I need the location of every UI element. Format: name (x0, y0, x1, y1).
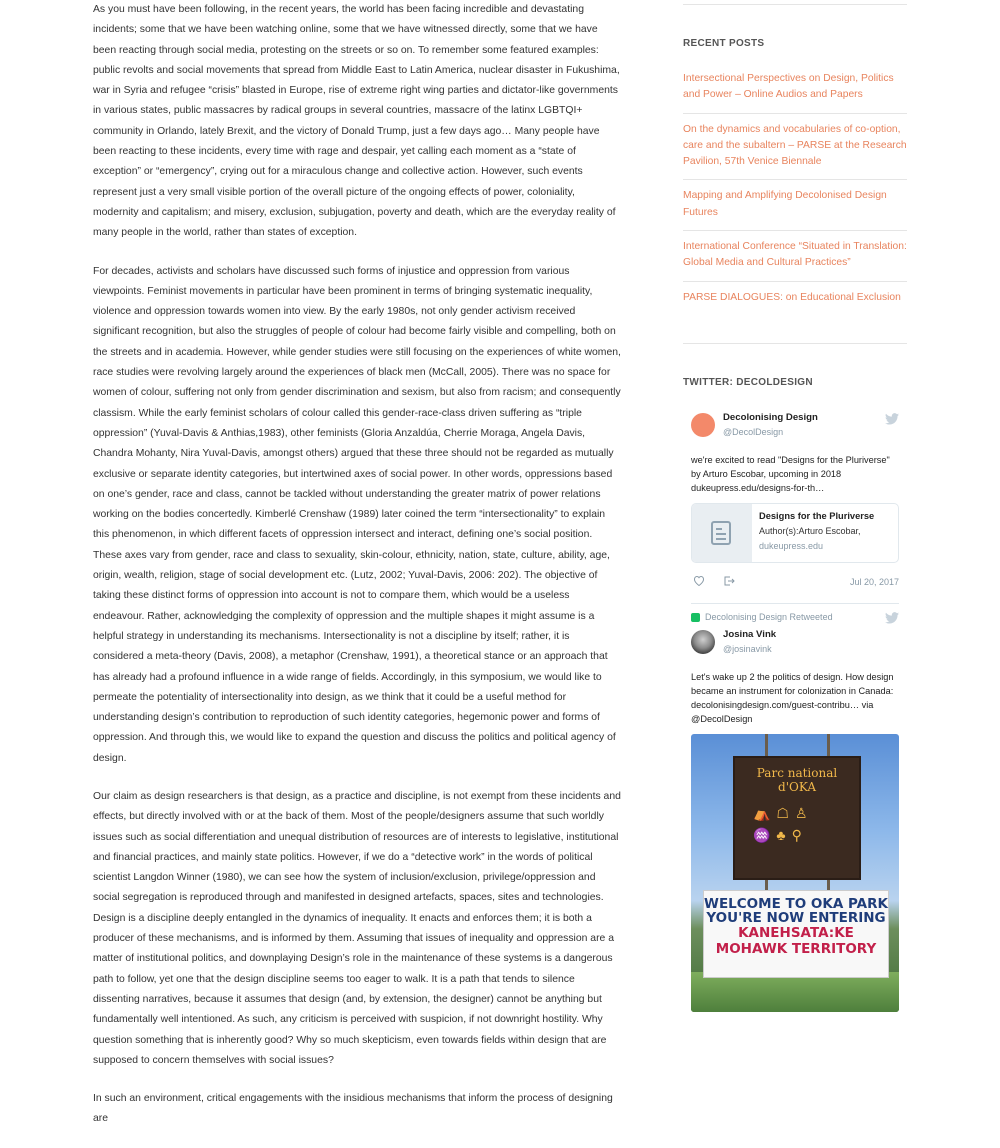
tweet-body: we're excited to read "Designs for the Pluriverse" by Arturo Escobar, upcoming in 2018 (691, 455, 890, 479)
recent-post-link[interactable]: Mapping and Amplifying Decolonised Design Futures (683, 190, 887, 218)
banner-line: YOU'RE NOW ENTERING (706, 910, 886, 926)
tweet[interactable] (683, 401, 907, 603)
retweet-text[interactable]: Decolonising Design Retweeted (705, 612, 833, 622)
protest-banner (703, 890, 889, 978)
park-activity-icons: ⛺☖♙ ♒♣⚲ (753, 805, 814, 843)
list-item (683, 180, 907, 231)
tweet-author-handle[interactable]: @josinavink (723, 644, 772, 654)
card-subtitle: Author(s):Arturo Escobar, (759, 526, 861, 536)
tweet-author-handle[interactable]: @DecolDesign (723, 427, 784, 437)
tweet-actions (691, 573, 899, 593)
document-icon (692, 504, 752, 562)
recent-post-link[interactable]: PARSE DIALOGUES: on Educational Exclusion (683, 291, 901, 303)
list-item (683, 282, 907, 315)
article-paragraph: In such an environment, critical engagements with the insidious mechanisms that inform the process of designing are (93, 1093, 613, 1125)
banner-line: MOHAWK TERRITORY (715, 941, 877, 957)
article-paragraph: Our claim as design researchers is that design, as a practice and discipline, is not exempt from these incidents and effects, but directly involved with or at the back of them. Most of the people/designers assume that such worldly issues such as social differentiation and unequal distribution of resources are of interests to legislative, institutional and financial practices, and mainly state politics. However, if we do a “detective work” in the words of political scientist Langdon Winner (1980), we can see how the system of inclusion/exclusion, privilege/oppression and social segregation is reproduced through and manifested in designed artefacts, spaces, sites and technologies. Design is a discipline deeply entangled in the dynamics of inequality. It enacts and enforces them; it is both a producer of these mechanisms, and is informed by them. Assuming that issues of inequality and oppression are a matter of institutional politics, and downplaying Design’s role in the maintenance of these systems is a dangerous path to follow, yet one that the design discipline seems too eager to walk. It is a path that tends to silence dissenting narratives, because it assumes that design (and, by extension, the designer) cannot be anything but fundamentally well intentioned. As such, any criticism is perceived with suspicion, if not downright hostility. Why question something that is inherently good? Why so much skepticism, even towards fields within design that are supposed to concern themselves with social issues? (93, 790, 621, 1066)
recent-post-link[interactable]: Intersectional Perspectives on Design, Politics and Power – Online Audios and Papers (683, 73, 894, 101)
tweet-text (691, 670, 899, 726)
tweet-date[interactable]: Jul 20, 2017 (849, 577, 899, 587)
banner-line: KANEHSATA:KE (738, 925, 854, 941)
tweet-mention[interactable]: @DecolDesign (691, 714, 753, 724)
tweet-header (691, 409, 899, 447)
retweet-icon (691, 613, 700, 622)
twitter-bird-icon[interactable] (885, 612, 899, 624)
heart-icon[interactable] (693, 575, 705, 586)
tweet-text (691, 453, 899, 495)
grass (691, 972, 899, 1012)
retweet-label (691, 612, 899, 626)
list-item (683, 114, 907, 181)
park-sign-line: Parc national (756, 766, 838, 780)
article-paragraph: For decades, activists and scholars have discussed such forms of injustice and oppression from various viewpoints. Feminist movements in particular have been prominent in terms of bringing systematic inequality, violence and oppression towards women into view. By the early 1980s, not only gender activism received significant recognition, but also the struggles of people of colour had become fairly visible and compelling, both on the streets and in academia. However, while gender studies were still focusing on the experiences of white women, race studies were revolving largely around the experiences of black men (McCall, 2005). There was no space for women of colour, suffering not only from gender discrimination and sexism, but also from racism; and consequently classism. While the early feminist scholars of colour called this gender-race-class driven suffering as “triple oppression” (Yuval-Davis & Anthias,1983), other feminists (Gloria Anzaldúa, Cherrie Moraga, Angela Davis, Chandra Mohanty, Nira Yuval-Davis, amongst others) argued that these three should not be regarded as mutually exclusive or separate identity categories, but intertwined axes of social power. In other words, oppressions based on one’s gender, race and class, cannot be tackled without understanding the greater matrix of power relations working on the bodies concertedly. Kimberlé Crenshaw (1989) later coined the term “intersectionality” to explain this phenomenon, in which different facets of oppression intersect and interact, defining one’s social position. These axes vary from gender, race and class to sexuality, skin-colour, ethnicity, nation, state, culture, ability, age, origin, wealth, religion, stage of social development etc. (Lutz, 2002; Yuval-Davis, 2006: 202). The objective of taking these distinct forms of oppression into account is not to compare them, which would be a useless endeavour. Rather, acknowledging the complexity of oppression and the multiple shapes it might assume is a helpful strategy in understanding its mechanisms. Intersectionality is not a discipline by itself; rather, it is considered a meta-theory (Davis, 2008), a metaphor (Crenshaw, 1991), a theoretical stance or an approach that has already had a profound influence in a wide range of fields. Accordingly, in this symposium, we would like to permeate the potentiality of intersectionality into design, as we think that it could be a useful method for understanding design’s contribution to reproduction of such identity categories, hegemonic power and forms of oppression. And through this, we would like to expand the question and discuss the politics and political agency of design. (93, 265, 621, 764)
card-domain: dukeupress.edu (759, 541, 824, 551)
tweet[interactable] (683, 604, 907, 1022)
recent-post-link[interactable]: International Conference “Situated in Translation: Global Media and Cultural Practices” (683, 241, 907, 269)
share-icon[interactable] (723, 575, 735, 587)
twitter-widget-title: TWITTER: DECOLDESIGN (683, 377, 813, 388)
tweet-author-name[interactable]: Josina Vink (723, 629, 777, 640)
recent-posts-title: RECENT POSTS (683, 38, 765, 49)
twitter-timeline (683, 401, 907, 1022)
link-card[interactable] (691, 503, 899, 563)
tweet-link[interactable]: decolonisingdesign.com/guest-contribu… (691, 700, 860, 710)
recent-post-link[interactable]: On the dynamics and vocabularies of co-option, care and the subaltern – PARSE at the Research Pavilion, 57th Venice Biennale (683, 123, 907, 168)
sidebar (683, 0, 907, 957)
tweet-header (691, 626, 899, 664)
tweet-link[interactable]: dukeupress.edu/designs-for-th… (691, 483, 825, 493)
avatar[interactable] (691, 413, 715, 437)
tweet-body: Let's wake up 2 the politics of design. How design became an instrument for colonization in Canada: (691, 672, 894, 696)
article-paragraph: As you must have been following, in the recent years, the world has been facing incredible and devastating incidents; some that we have been watching online, some that we have witnessed directly, some that we have been reacting through social media, protesting on the streets or so on. To remember some featured examples: public revolts and social movements that spread from Middle East to Latin America, nuclear disaster in Fukushima, war in Syria and refugee “crisis” blasted in Europe, rise of extreme right wing parties and dictator-like governments in various states, public massacres by radical groups in several countries, massacre of the latinx LGBTQI+ community in Orlando, lately Brexit, and the victory of Donald Trump, just a few days ago… Many people have been reacting to these incidents, every time with rage and despair, yet calling each moment as a “state of exception” or “emergency”, crying out for a miraculous change and collective action. However, such events represent just a very small visible portion of the overall picture of the ongoing effects of power, coloniality, modernity and capitalism; and misery, exclusion, subjugation, poverty and death, which are the everyday reality of many people in the world, rather than states of exception. (93, 4, 620, 239)
sidebar-divider (683, 4, 907, 5)
card-body (752, 504, 880, 562)
tweet-author-name[interactable]: Decolonising Design (723, 412, 818, 423)
article-body (93, 0, 623, 1148)
twitter-bird-icon[interactable] (885, 413, 899, 425)
recent-posts-list (683, 63, 907, 315)
banner-line: WELCOME TO OKA PARK (704, 896, 888, 912)
list-item (683, 231, 907, 282)
tweet-via: via (861, 700, 874, 710)
card-title: Designs for the Pluriverse (759, 511, 875, 521)
park-sign-line: d'OKA (778, 780, 816, 794)
list-item (683, 63, 907, 114)
sidebar-divider (683, 343, 907, 344)
avatar[interactable] (691, 630, 715, 654)
park-sign (733, 756, 861, 880)
tweet-photo[interactable] (691, 734, 899, 1012)
